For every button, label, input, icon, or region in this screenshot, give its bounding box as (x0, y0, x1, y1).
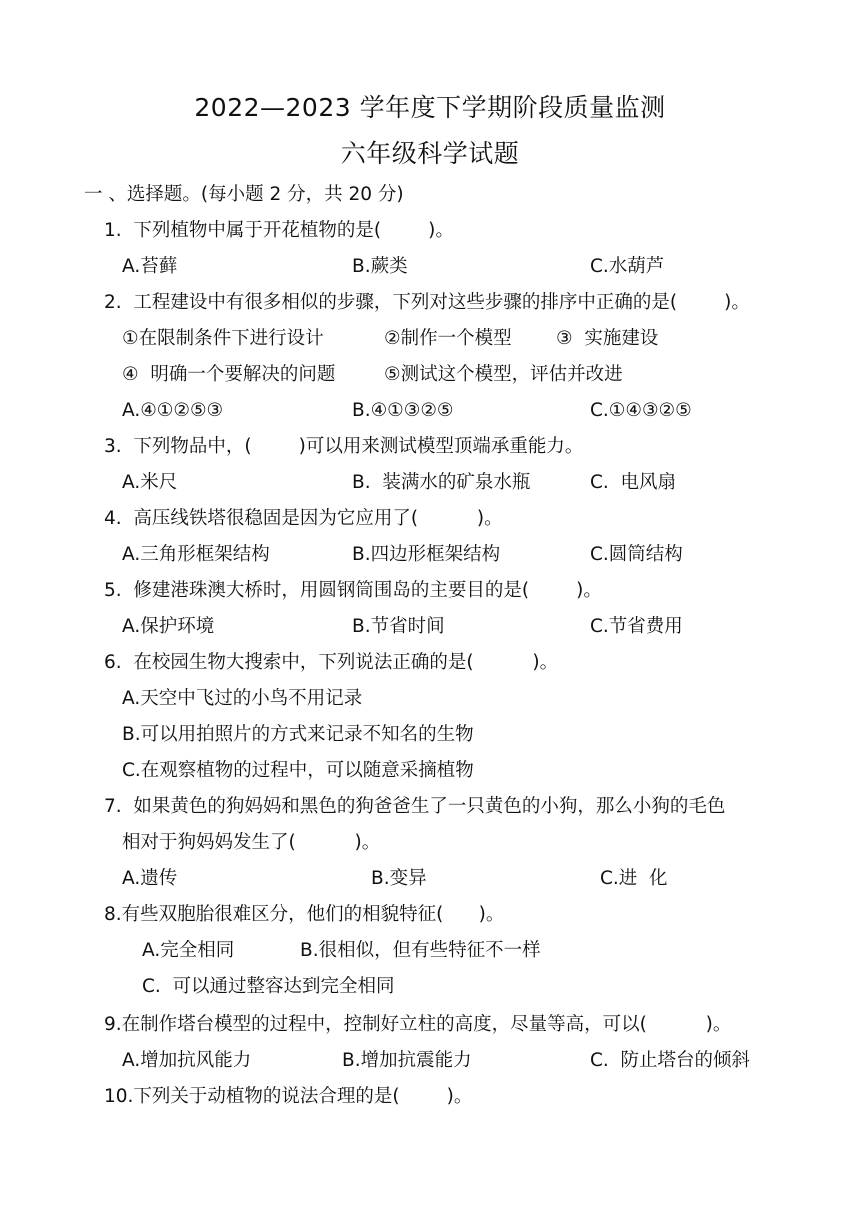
section-heading: 一 、选择题。(每小题 2 分，共 20 分) (84, 184, 404, 205)
question-5-option-c: C.节省费用 (590, 616, 683, 637)
question-3-stem: 3. 下列物品中，( )可以用来测试模型顶端承重能力。 (104, 436, 584, 457)
question-7-option-c: C.进 化 (600, 868, 668, 889)
question-3-option-a: A.米尺 (122, 472, 178, 493)
question-4-option-a: A.三角形框架结构 (122, 544, 270, 565)
exam-title: 2022—2023 学年度下学期阶段质量监测 (194, 93, 666, 122)
question-2-step-4: ④ 明确一个要解决的问题 (122, 364, 336, 385)
question-2-option-c: C.①④③②⑤ (590, 400, 692, 421)
question-7-option-b: B.变异 (371, 868, 427, 889)
question-4-option-b: B.四边形框架结构 (352, 544, 501, 565)
question-2-option-a: A.④①②⑤③ (122, 400, 224, 421)
question-4-option-c: C.圆筒结构 (590, 544, 683, 565)
question-5-option-b: B.节省时间 (352, 616, 445, 637)
question-2-stem: 2. 工程建设中有很多相似的步骤，下列对这些步骤的排序中正确的是( )。 (104, 292, 750, 313)
question-8-option-c: C. 可以通过整容达到完全相同 (142, 976, 395, 997)
question-1-option-b: B.蕨类 (352, 256, 408, 277)
question-1-stem: 1. 下列植物中属于开花植物的是( )。 (104, 220, 454, 241)
question-9-option-b: B.增加抗震能力 (342, 1050, 472, 1071)
question-1-option-c: C.水葫芦 (590, 256, 665, 277)
question-2-step-1: ①在限制条件下进行设计 (122, 328, 324, 349)
question-3-option-c: C. 电风扇 (590, 472, 677, 493)
question-9-option-a: A.增加抗风能力 (122, 1050, 252, 1071)
exam-subtitle: 六年级科学试题 (340, 139, 520, 168)
question-2-step-2: ②制作一个模型 (384, 328, 512, 349)
question-8-stem: 8.有些双胞胎很难区分，他们的相貌特征( )。 (104, 904, 505, 925)
question-6-option-c: C.在观察植物的过程中，可以随意采摘植物 (122, 760, 474, 781)
question-5-option-a: A.保护环境 (122, 616, 215, 637)
question-1-option-a: A.苔藓 (122, 256, 178, 277)
question-8-option-b: B.很相似，但有些特征不一样 (300, 940, 541, 961)
question-2-step-5: ⑤测试这个模型，评估并改进 (384, 364, 623, 385)
question-6-option-b: B.可以用拍照片的方式来记录不知名的生物 (122, 724, 474, 745)
question-10-stem: 10.下列关于动植物的说法合理的是( )。 (104, 1086, 473, 1107)
question-8-option-a: A.完全相同 (142, 940, 235, 961)
question-3-option-b: B. 装满水的矿泉水瓶 (352, 472, 531, 493)
question-9-stem: 9.在制作塔台模型的过程中，控制好立柱的高度，尽量等高，可以( )。 (104, 1014, 732, 1035)
question-7-stem: 7. 如果黄色的狗妈妈和黑色的狗爸爸生了一只黄色的小狗，那么小狗的毛色 (104, 796, 726, 817)
question-6-option-a: A.天空中飞过的小鸟不用记录 (122, 688, 363, 709)
question-9-option-c: C. 防止塔台的倾斜 (590, 1050, 751, 1071)
question-4-stem: 4. 高压线铁塔很稳固是因为它应用了( )。 (104, 508, 503, 529)
question-6-stem: 6. 在校园生物大搜索中，下列说法正确的是( )。 (104, 652, 559, 673)
question-7-stem-continued: 相对于狗妈妈发生了( )。 (122, 832, 381, 853)
question-5-stem: 5. 修建港珠澳大桥时，用圆钢筒围岛的主要目的是( )。 (104, 580, 602, 601)
question-2-option-b: B.④①③②⑤ (352, 400, 454, 421)
question-7-option-a: A.遗传 (122, 868, 178, 889)
question-2-step-3: ③ 实施建设 (556, 328, 659, 349)
